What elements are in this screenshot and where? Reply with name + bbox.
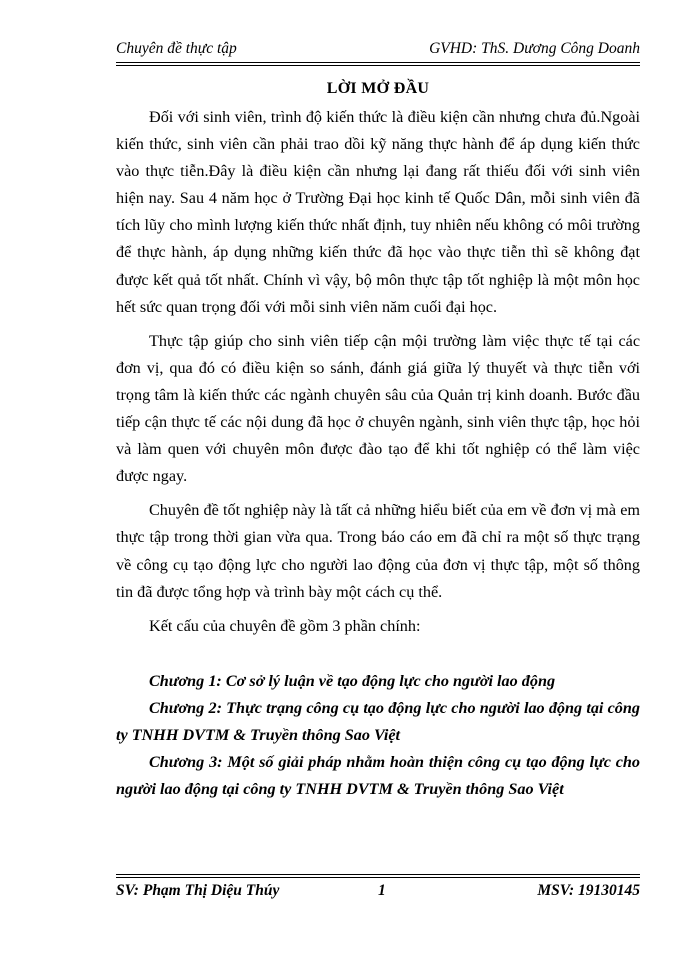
paragraph: Kết cấu của chuyên đề gồm 3 phần chính: — [149, 616, 421, 635]
page-footer — [116, 882, 640, 902]
footer-student-id: MSV: 19130145 — [537, 882, 640, 899]
page-title: LỜI MỞ ĐẦU — [326, 80, 430, 97]
footer-student-name: SV: Phạm Thị Diệu Thúy — [116, 882, 280, 899]
footer-divider — [116, 874, 640, 878]
page-number: 1 — [378, 882, 386, 899]
chapter-item: Chương 1: Cơ sở lý luận về tạo động lực cho người lao động — [149, 672, 556, 690]
page-header — [116, 40, 640, 60]
document-body — [116, 104, 640, 650]
header-course-title: Chuyên đề thực tập — [116, 40, 237, 57]
chapter-item: Chương 3: Một số giải pháp nhằm hoàn thiện công cụ tạo động lực cho người lao động tại công ty TNHH DVTM & Truyền thông Sao Việt — [116, 753, 640, 799]
paragraph: Đối với sinh viên, trình độ kiến thức là điều kiện cần nhưng chưa đủ.Ngoài kiến thức, sinh viên cần phải trao dồi kỹ năng thực hành để áp dụng kiến thức vào thực tiễn.Đây là điều kiện cần nhưng lại đang rất thiếu đối với sinh viên hiện nay. Sau 4 năm học ở Trường Đại học kinh tế Quốc Dân, mỗi sinh viên đã tích lũy cho mình lượng kiến thức nhất định, tuy nhiên nếu không có môi trường để thực hành, áp dụng những kiến thức đã học vào thực tiễn thì sẽ không đạt được kết quả tốt nhất. Chính vì vậy, bộ môn thực tập tốt nghiệp là một môn học hết sức quan trọng đối với mỗi sinh viên năm cuối đại học. — [116, 108, 640, 316]
chapter-item: Chương 2: Thực trạng công cụ tạo động lực cho người lao động tại công ty TNHH DVTM & Truyền thông Sao Việt — [116, 699, 640, 745]
header-advisor: GVHD: ThS. Dương Công Doanh — [429, 40, 640, 57]
paragraph: Thực tập giúp cho sinh viên tiếp cận mội trường làm việc thực tế tại các đơn vị, qua đó có điều kiện so sánh, đánh giá giữa lý thuyết và thực tiễn với trọng tâm là kiến thức các ngành chuyên sâu của Quản trị kinh doanh. Bước đầu tiếp cận thực tế các nội dung đã học ở chuyên ngành, sinh viên thực tập, học hỏi và làm quen với chuyên môn được đào tạo để khi tốt nghiệp có thể làm việc được ngay. — [116, 331, 640, 486]
chapter-list — [116, 668, 640, 803]
header-divider — [116, 62, 640, 66]
paragraph: Chuyên đề tốt nghiệp này là tất cả những hiểu biết của em về đơn vị mà em thực tập trong thời gian vừa qua. Trong báo cáo em đã chỉ ra một số thực trạng về công cụ tạo động lực cho người lao động của đơn vị thực tập, một số thông tin đã được tổng hợp và trình bày một cách cụ thể. — [116, 501, 640, 601]
